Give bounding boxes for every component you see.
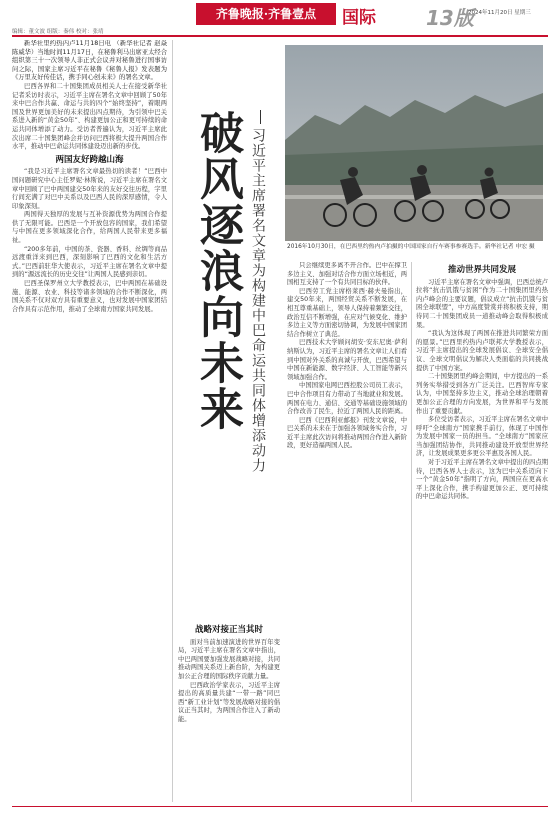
- section2-paragraph: 面对当前加速演进的世界百年变局，习近平主席在署名文章中指出，中巴两国要加强发展战略对接，共同推动两国关系迈上新台阶，为构建更加公正合理的国际秩序贡献力量。: [178, 638, 280, 680]
- section1-paragraph: 巴西圣保罗州立大学教授表示，巴中两国在基础设施、能源、农业、科技等诸多领域的合作不断深化，两国关系不仅对双方具有重要意义，也对发展中国家团结合作具有示范作用，推动了全球南方国家共同发展。: [12, 280, 167, 313]
- col3-paragraph: 只会继续更多离不开合作。巴中在撑卫多边主义、加强对话合作方面立场相近，两国相互支持了一个有共同目标的伙伴。: [287, 262, 407, 287]
- footer-rule: [12, 806, 548, 807]
- col3-paragraph: 中国国家电网巴西控股公司员工表示，巴中合作项目有力带动了当地就业和发展。两国在电力、通信、交通等基础设施领域的合作改善了民生，拉近了两国人民的距离。: [287, 382, 407, 416]
- section-label: 国际: [342, 8, 376, 28]
- column-4: [416, 262, 548, 802]
- article-headline: 破风逐浪向未来: [192, 110, 243, 432]
- section1-paragraph: “200多年前，中国的茶、瓷器、香料、丝绸等商品远渡重洋来到巴西，深刻影响了巴西的文化和生活方式。”巴西前驻华大使表示，习近平主席在署名文章中提到的“源远流长的历史交往”让两国人民感到亲切。: [12, 245, 167, 279]
- article-lead: 新华社里约热内卢11月18日电 （新华社记者 赵焱 陈威华）当地时间11月17日，在秘鲁利马出席亚太经合组织第三十一次领导人非正式会议并对秘鲁进行国事访问之际，国家主席习近平在秘鲁《秘鲁人报》发表题为《万里友好传佳话，携手同心创未来》的署名文章。: [12, 40, 167, 82]
- section3-paragraph: “我认为这体现了两国在推进共同繁荣方面的愿景。”巴西里约热内卢联邦大学教授表示，习近平主席提出的全球发展倡议、全球安全倡议、全球文明倡议为解决人类面临的共同挑战提供了中国方案。: [416, 330, 548, 372]
- newspaper-logo: 齐鲁晚报·齐鲁壹点: [196, 3, 336, 25]
- col3-paragraph: 巴西《巴西利亚邮报》刊发文章说，中巴关系的未来在于加强各领域务实合作，习近平主席此次访问将推动两国合作进入新阶段，更好造福两国人民。: [287, 416, 407, 450]
- section-heading-3: 推动世界共同发展: [447, 265, 516, 275]
- section2-paragraph: 巴西政治学家表示，习近平主席提出的高质量共建“一带一路”同巴西“新工业计划”等发展战略对接的倡议正当其时，为两国合作注入了新动能。: [178, 681, 280, 723]
- cyclists-photo: [285, 45, 543, 241]
- col3-paragraph: 巴西技术大学顾问胡安·安东尼奥·萨利纳斯认为，习近平主席的署名文章让人们看到中国对外关系的真诚与开放，巴西希望与中国在新能源、数字经济、人工智能等新兴领域加强合作。: [287, 339, 407, 381]
- col3-paragraph: 巴西劳工党主席格莱西·赫夫曼指出，建交50年来，两国经贸关系不断发展，在相互尊重基础上，领导人保持着频繁交往，政治互信不断增强，在应对气候变化、维护多边主义等方面密切协调，为发展中国家团结合作树立了典范。: [287, 287, 407, 338]
- issue-date: 2024年11月20日 星期三: [468, 10, 531, 16]
- photo-illustration: [285, 45, 543, 241]
- section1-paragraph: “我是习近平主席署名文章最热切的读者！”巴西中国问题研究中心主任罗妮·林斯说，习近平主席在署名文章中回顾了巴中两国建交50年来的友好交往历程，字里行间充满了对巴中关系以及巴西人民的深厚感情，令人印象深刻。: [12, 168, 167, 210]
- editors-line: 编辑：董文波 组版：秦伟 校对：张靖: [12, 29, 104, 35]
- section3-paragraph: 二十国集团里约峰会期间，中方提出的一系列务实举措受到各方广泛关注。巴西智库专家认为，中国坚持多边主义，推动全球治理朝着更加公正合理的方向发展，为世界和平与发展作出了重要贡献。: [416, 373, 548, 415]
- photo-caption: 2016年10月30日，在巴西里约热内卢拍摄的中国国家自行车赛事参赛选手。新华社记者 申宏 摄: [287, 244, 535, 250]
- column-2: [178, 622, 280, 802]
- section3-paragraph: 习近平主席在署名文章中强调，巴西总统卢拉将“抗击饥饿与贫困”作为二十国集团里约热内卢峰会的主要议题，倡议成立“抗击饥饿与贫困全球联盟”，中方高度赞赏并将积极支持，期待同二十国集团成员一道推动峰会取得积极成果。: [416, 278, 548, 329]
- article-subtitle: 习近平主席署名文章为构建中巴命运共同体增添动力: [250, 128, 266, 473]
- section-heading-2: 战略对接正当其时: [194, 625, 263, 635]
- section3-paragraph: 多位受访者表示，习近平主席在署名文章中呼吁“全球南方”国家携手前行，体现了中国作为发展中国家一员的担当。“全球南方”国家应当加强团结协作，共同推动建设开放型世界经济，让发展成果更多更公平惠及各国人民。: [416, 416, 548, 458]
- section3-paragraph: 对于习近平主席在署名文章中提出的四点期待，巴西各界人士表示，这为巴中关系迈向下一个“黄金50年”指明了方向，两国应在更高水平上深化合作，携手构建更加公正、更可持续的中巴命运共同体。: [416, 459, 548, 501]
- column-divider: [411, 262, 412, 802]
- section1-paragraph: 两国得天独厚的发展与互补资源优势为两国合作提供了无限可能。巴西是一个开放包容的国家，我们希望与中国在更多领域深化合作，给两国人民带来更多福祉。: [12, 211, 167, 245]
- column-1: [12, 40, 167, 802]
- column-3: [287, 262, 407, 802]
- page-number: 13版: [426, 6, 474, 30]
- section-heading-1: 两国友好跨越山海: [55, 154, 124, 165]
- masthead-rule: [12, 35, 548, 37]
- subtitle-dash: [260, 110, 261, 124]
- col1-paragraph: 巴西各界和二十国集团成员相关人士在接受新华社记者采访时表示，习近平主席在署名文章中回顾了50年来中巴合作共赢、命运与共的四个“始终坚持”，着眼两国及世界更加美好的未来提出四点期待，为引领中巴关系进入新的“黄金50年”、构建更加公正和更可持续的命运共同体增添了动力。受访者普遍认为，习近平主席此次出席二十国集团峰会并访问巴西将极大提升两国合作水平，推动中巴命运共同体建设迈出新的步伐。: [12, 82, 167, 151]
- column-divider: [172, 40, 173, 802]
